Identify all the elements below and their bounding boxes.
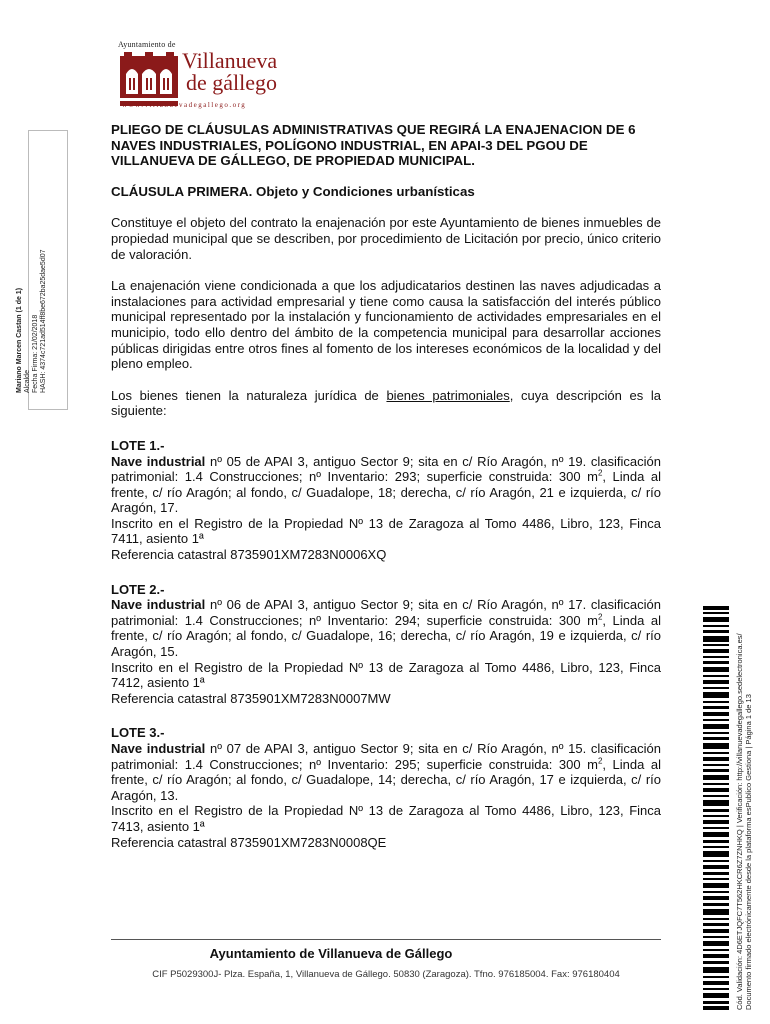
lote-title: LOTE 2.- (111, 581, 165, 597)
nave-label: Nave industrial (111, 597, 206, 613)
lote-registro: Inscrito en el Registro de la Propiedad Nº 13 de Zaragoza al Tomo 4486, Libro, 123, Finca 7412, asiento 1ª (111, 659, 661, 691)
logo-name-line2: de gállego (186, 70, 278, 95)
lote-catastral: Referencia catastral 8735901XM7283N0007MW (111, 690, 391, 706)
superscript: 2 (597, 468, 603, 478)
lote-desc-a: nº 05 de APAI 3, antiguo Sector 9; sita en c/ Río Aragón, nº 19. clasificación patrimonial: 1.4 Construcciones; nº Inventario: 293; superficie construida: 300 m (111, 453, 662, 485)
logo-url: www.villanuevadegallego.org (122, 101, 247, 109)
footer-organization: Ayuntamiento de Villanueva de Gállego (209, 946, 453, 961)
lote-description (111, 741, 661, 803)
bienes-patrimoniales-link: bienes patrimoniales (386, 387, 510, 403)
lote-3 (111, 725, 661, 850)
clause-title: CLÁUSULA PRIMERA. Objeto y Condiciones urbanísticas (111, 183, 475, 199)
municipal-logo (118, 40, 278, 112)
verification-code[interactable]: Cód. Validación: 4D6ETJQFC7T562HKCR6Z7ZNHKQ | Verificación: http://villanuevadegallego.sedelectronica.es/ (735, 633, 744, 1010)
lote-desc-b: , Linda al frente, c/ río Aragón; al fondo, c/ Guadalope, 18; derecha, c/ río Aragón, 21 e izquierda, c/ río Aragón, 17. (111, 469, 661, 516)
castle-emblem-icon (120, 50, 178, 106)
lote-catastral: Referencia catastral 8735901XM7283N0008QE (111, 834, 387, 850)
footer-address: CIF P5029300J- Plza. España, 1, Villanueva de Gállego. 50830 (Zaragoza). Tfno. 976185004. Fax: 976180404 (152, 969, 620, 980)
footer-divider (111, 939, 661, 940)
lote-title: LOTE 1.- (111, 437, 165, 453)
document-body (111, 122, 661, 850)
barcode-icon (703, 606, 729, 1010)
nave-label: Nave industrial (111, 453, 206, 469)
lote-1 (111, 438, 661, 563)
nave-label: Nave industrial (111, 741, 206, 756)
superscript: 2 (597, 756, 603, 766)
lote-registro: Inscrito en el Registro de la Propiedad Nº 13 de Zaragoza al Tomo 4486, Libro, 123, Finca 7411, asiento 1ª (111, 515, 661, 547)
lote-desc-b: , Linda al frente, c/ río Aragón; al fondo, c/ Guadalope, 14; derecha, c/ río Aragón, 17 e izquierda, c/ río Aragón, 13. (111, 756, 661, 803)
lote-registro: Inscrito en el Registro de la Propiedad Nº 13 de Zaragoza al Tomo 4486, Libro, 123, Finca 7413, asiento 1ª (111, 803, 661, 834)
lote-desc-b: , Linda al frente, c/ río Aragón; al fondo, c/ Guadalope, 16; derecha, c/ río Aragón, 19 e izquierda, c/ río Aragón, 15. (111, 612, 661, 660)
paragraph-nature (111, 388, 661, 419)
logo-name-line1: Villanueva (182, 48, 278, 73)
signer-role: Alcalde (24, 370, 31, 393)
signer-name: Mariano Marcen Castan (1 de 1) (16, 287, 23, 393)
nature-text-pre: Los bienes tienen la naturaleza jurídica de (111, 387, 387, 403)
signature-block (16, 123, 48, 393)
signature-date: Fecha Firma: 21/02/2018 (32, 314, 39, 393)
lote-desc-a: nº 07 de APAI 3, antiguo Sector 9; sita en c/ Río Aragón, nº 15. clasificación patrimonial: 1.4 Construcciones; nº Inventario: 295; superficie construida: 300 m (111, 741, 662, 772)
document-title: PLIEGO DE CLÁUSULAS ADMINISTRATIVAS QUE REGIRÁ LA ENAJENACION DE 6 NAVES INDUSTRIALES, POLÍGONO INDUSTRIAL, EN APAI-3 DEL PGOU DE VILLANUEVA DE GÁLLEGO, DE PROPIEDAD MUNICIPAL. (111, 122, 636, 169)
verification-platform: Documento firmado electrónicamente desde la plataforma esPublico Gestiona | Página 1 de 13 (744, 694, 753, 1010)
lote-description (111, 454, 661, 516)
lote-catastral: Referencia catastral 8735901XM7283N0006XQ (111, 547, 387, 563)
lote-title: LOTE 3.- (111, 725, 165, 741)
verification-text (735, 633, 753, 1010)
lote-description (111, 597, 661, 659)
lote-desc-a: nº 06 de APAI 3, antiguo Sector 9; sita en c/ Río Aragón, nº 17. clasificación patrimonial: 1.4 Construcciones; nº Inventario: 294; superficie construida: 300 m (111, 597, 662, 628)
signature-hash: HASH: 4374c721ad514ff8be672ba25dae5d07 (40, 249, 47, 393)
paragraph-condition: La enajenación viene condicionada a que los adjudicatarios destinen las naves adjudicadas a instalaciones para actividad empresarial y tiene como causa la satisfacción del interés público municipal representado por la instalación y funcionamiento de actividades empresariales en el municipio, todo ello dentro del ámbito de la competencia municipal para desarrollar acciones públicas dirigidas entre otros fines al fomento de los intereses económicos de la localidad y del pleno empleo. (111, 278, 661, 372)
superscript: 2 (597, 612, 603, 622)
paragraph-object: Constituye el objeto del contrato la enajenación por este Ayuntamiento de bienes inmuebles de propiedad municipal que se describen, por procedimiento de Licitación por precio, único criterio de valoración. (111, 215, 661, 262)
nature-text-post: , cuya descripción es la siguiente: (111, 387, 662, 419)
lote-2 (111, 582, 661, 707)
logo-small-text: Ayuntamiento de (118, 40, 176, 49)
